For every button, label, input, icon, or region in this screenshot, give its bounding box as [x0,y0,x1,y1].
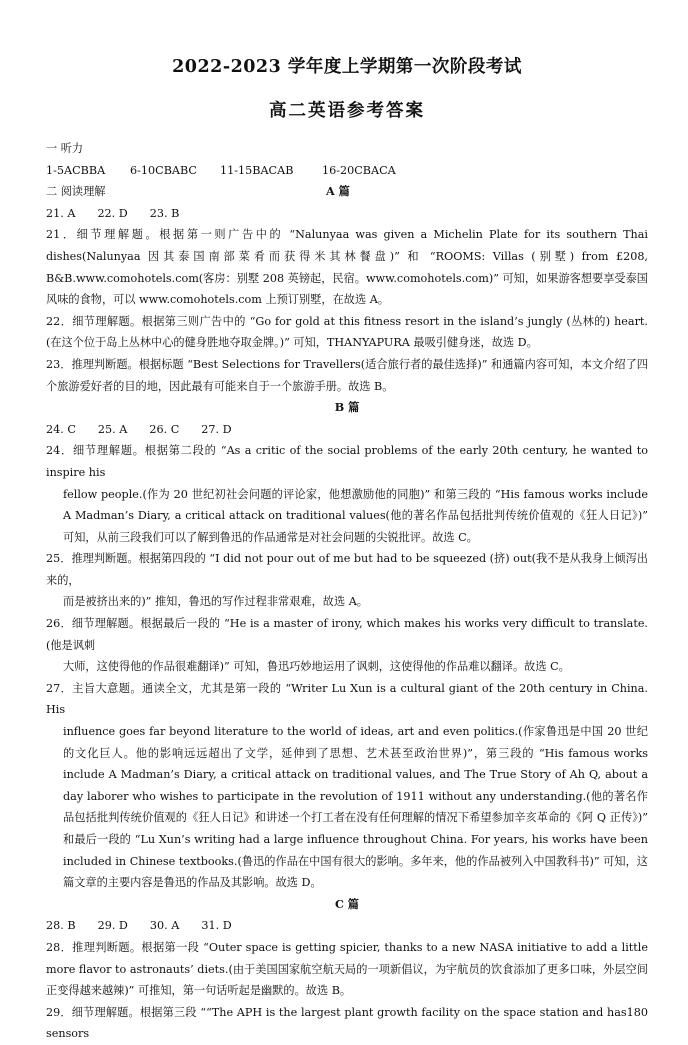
answer-29: 29. D [97,919,128,933]
page-subtitle: 高二英语参考答案 [269,101,425,121]
explanation-25 [46,548,648,613]
listening-answer-6-10: 6-10CBABC [130,163,197,177]
page-title: 2022-2023 学年度上学期第一次阶段考试 [172,57,522,77]
answer-24: 24. C [46,422,76,436]
section-b-answers [46,419,648,441]
answer-22: 22. D [97,206,128,220]
explanation-25-rest: 而是被挤出来的)” 推知，鲁迅的写作过程非常艰难，故选 A。 [63,595,368,609]
answer-23: 23. B [149,206,180,220]
explanation-27 [46,678,648,894]
explanation-24 [46,440,648,548]
explanation-24-first: 24．细节理解题。根据第二段的 “As a critic of the social problems of the early 20th century, he wanted to inspire his [46,444,648,479]
section-a-label: A 篇 [326,184,350,199]
explanation-23: 23．推理判断题。根据标题 “Best Selections for Travellers(适合旅行者的最佳选择)” 和通篇内容可知，本文介绍了四个旅游爱好者的目的地，因此最有可能来自于一个旅游手册。故选 B。 [46,357,648,393]
listening-heading: 一 听力 [46,142,84,155]
explanation-28: 28．推理判断题。根据第一段 “Outer space is getting spicier, thanks to a new NASA initiative to add a little more flavor to astronauts’ diets.(由于美国国家航空航天局的一项新倡议，为宇航员的饮食添加了更多口味，外层空间正变得越来越辣)” 可推知，第一句话听起是幽默的。故选 B。 [46,940,648,998]
answer-28: 28. B [46,919,76,933]
answer-26: 26. C [149,422,180,436]
explanation-21: 21．细节理解题。根据第一则广告中的 “Nalunyaa was given a Michelin Plate for its southern Thai dishes(Nalunyaa 因其泰国南部菜肴而获得米其林餐盘)” 和 “ROOMS: Villas (别墅) from £208, B&B.www.comohotels.com(客房：别墅 208 英镑起，民宿。www.comohotels.com)” 可知，如果游客想要享受泰国风味的食物，可以 www.comohotels.com 上预订别墅，在故选 A。 [46,228,648,307]
answer-21: 21. A [46,206,76,220]
answer-25: 25. A [97,422,128,436]
section-b-label: B 篇 [334,400,360,415]
section-a-answers [46,203,648,225]
explanation-26-first: 26．细节理解题。根据最后一段的 “He is a master of irony, which makes his works very difficult to translate.(他是讽刺 [46,617,648,652]
listening-answer-16-20: 16-20CBACA [322,163,396,177]
section-c-label: C 篇 [335,896,359,911]
explanation-29: 29．细节理解题。根据第三段 ““The APH is the largest plant growth facility on the space station and has180 sensors [46,1005,648,1041]
explanation-26-rest: 大师，这使得他的作品很难翻译)” 可知，鲁迅巧妙地运用了讽刺，这使得他的作品难以翻译。故选 C。 [63,660,570,674]
answer-27: 27. D [201,422,232,436]
explanation-26 [46,613,648,678]
listening-answer-11-15: 11-15BACAB [220,163,294,177]
answer-30: 30. A [149,919,180,933]
explanation-27-first: 27．主旨大意题。通读全文，尤其是第一段的 “Writer Lu Xun is a cultural giant of the 20th century in China. His [46,681,648,717]
listening-answer-1-5: 1-5ACBBA [46,163,106,177]
listening-answers [46,160,648,182]
explanation-24-rest: fellow people.(作为 20 世纪初社会问题的评论家，他想激励他的同胞)” 和第三段的 “His famous works include A Madman’s Diary, a critical attack on traditional values(他的著名作品包括批判传统价值观的《狂人日记》)” 可知，从前三段我们可以了解到鲁迅的作品通常是对社会问题的尖锐批评。故选 C。 [63,487,648,544]
answer-31: 31. D [201,919,232,933]
reading-heading: 二 阅读理解 [46,185,106,199]
explanation-22: 22．细节理解题。根据第三则广告中的 “Go for gold at this fitness resort in the island’s jungly (丛林的) heart.(在这个位于岛上丛林中心的健身胜地夺取金牌。)” 可知，THANYAPURA 最吸引健身迷，故选 D。 [46,314,648,350]
explanation-25-first: 25．推理判断题。根据第四段的 “I did not pour out of me but had to be squeezed (挤) out(我不是从我身上倾泻出来的， [46,552,648,587]
explanation-27-rest: influence goes far beyond literature to the world of ideas, art and even politics.(作家鲁迅是中国 20 世纪的文化巨人。他的影响远远超出了文学，延伸到了思想、艺术甚至政治世界)”，第三段的 “His famous works include A Madman’s Diary, a critical attack on traditional values, and The True Story of Ah Q, about a day laborer who wishes to participate in the revolution of 1911 without any understanding.(他的著名作品包括批判传统价值观的《狂人日记》和讲述一个打工者在没有任何理解的情况下希望参加辛亥革命的《阿 Q 正传》)” 和最后一段的 “Lu Xun’s writing had a large influence throughout China. For years, his works have been included in Chinese textbooks.(鲁迅的作品在中国有很大的影响。多年来，他的作品被列入中国教科书)” 可知，这篇文章的主要内容是鲁迅的作品及其影响。故选 D。 [63,725,648,890]
section-c-answers [46,915,648,937]
reading-heading-row [46,181,648,203]
